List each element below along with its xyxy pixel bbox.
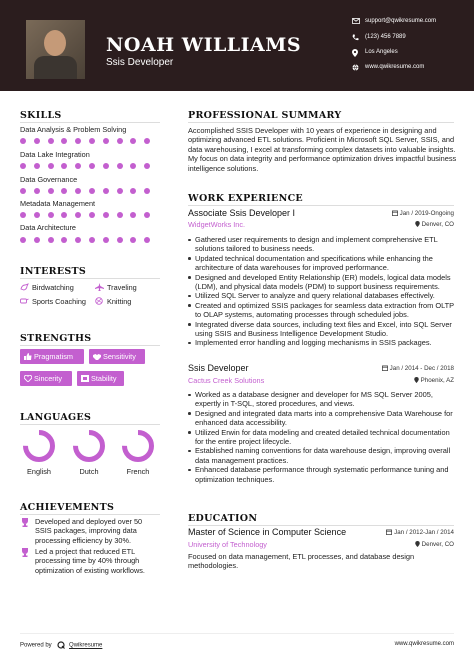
trophy-icon (20, 518, 30, 527)
skill-dot (89, 188, 95, 194)
language-label: English (27, 467, 51, 476)
skill-dot (103, 138, 109, 144)
education-text: Focused on data management, ETL processes, and database design methodologies. (188, 552, 415, 571)
skill-dot (144, 237, 150, 243)
bullet-item: Designed and integrated data marts into a comprehensive Data Warehouse for enhanced data accessibility. (188, 409, 458, 428)
company-name: WidgetWorks Inc. (188, 220, 246, 229)
strength-tag: Sensitivity (89, 349, 145, 364)
job-dates: Jan / 2019-Ongoing (392, 210, 454, 217)
strength-tag: Sincerity (20, 371, 72, 386)
strengths-heading: STRENGTHS (20, 333, 92, 344)
header-banner (0, 0, 474, 91)
skill-dot (48, 212, 54, 218)
skill-dot (117, 237, 123, 243)
skills-heading: SKILLS (20, 110, 62, 121)
bullet-item: Created and optimized SSIS packages for seamless data extraction from OLTP to OLAP systems, automating processes through scheduled jobs. (188, 301, 458, 320)
skill-dot (103, 212, 109, 218)
skill-dot (144, 188, 150, 194)
job-bullets (188, 390, 458, 484)
language-label: French (126, 467, 150, 476)
interests-divider (20, 278, 160, 279)
skill-dot (103, 237, 109, 243)
bird-icon (20, 283, 29, 291)
company-name: Cactus Creek Solutions (188, 376, 265, 385)
calendar-icon (392, 210, 398, 216)
bullet-item: Worked as a database designer and developer for MS SQL Server 2005, expertly in T-SQL, stored procedures, and views. (188, 390, 458, 409)
skill-dot (20, 237, 26, 243)
achievement-item: Developed and deployed over 50 SSIS packages, improving data processing efficiency by 30%. (35, 517, 143, 545)
whistle-icon (20, 297, 29, 305)
strength-tag: Stability (77, 371, 124, 386)
strength-tag: Pragmatism (20, 349, 84, 364)
education-divider (188, 525, 454, 526)
bullet-item: Designed and developed Entity Relationship (ER) models, logical data models (LDM), and physical data models (PDM) to support business requirements. (188, 273, 458, 292)
job-title: Ssis Developer (188, 363, 249, 373)
skill-dot (61, 163, 67, 169)
skill-dot (75, 212, 81, 218)
job-location: Phoenix, AZ (414, 377, 454, 384)
job-dates: Jan / 2014 - Dec / 2018 (382, 365, 454, 372)
location-pin-icon (352, 49, 358, 57)
skill-dot (130, 237, 136, 243)
skill-dot (89, 212, 95, 218)
website-text: www.qwikresume.com (365, 64, 425, 70)
job-location: Denver, CO (415, 221, 454, 228)
email-text: support@qwikresume.com (365, 18, 437, 24)
school-name: University of Technology (188, 540, 267, 549)
thumbs-up-icon (24, 353, 32, 360)
candidate-title: Ssis Developer (106, 57, 174, 68)
experience-divider (188, 205, 454, 206)
skill-dot (144, 212, 150, 218)
skill-dot (20, 138, 26, 144)
skill-dot (130, 163, 136, 169)
heart-icon (24, 375, 32, 382)
degree-title: Master of Science in Computer Science (188, 527, 347, 537)
skill-dot (48, 188, 54, 194)
bullet-item: Utilized SQL Server to analyze and query relational databases effectively. (188, 291, 458, 300)
skill-dot (34, 237, 40, 243)
education-dates: Jan / 2012-Jan / 2014 (386, 529, 454, 536)
skill-dot (20, 188, 26, 194)
summary-divider (188, 122, 454, 123)
bullet-item: Established naming conventions for data warehouse design, improving overall data management practices. (188, 446, 458, 465)
skill-dot (20, 212, 26, 218)
calendar-icon (382, 365, 388, 371)
skill-dot (34, 163, 40, 169)
skill-dot (117, 188, 123, 194)
language-level-ring (22, 429, 56, 463)
skill-label: Data Analysis & Problem Solving (20, 125, 127, 134)
phone-icon (352, 34, 359, 41)
skill-dot (117, 138, 123, 144)
education-location: Denver, CO (415, 541, 454, 548)
qwikresume-logo-icon (57, 641, 65, 649)
profile-photo (26, 20, 85, 79)
skill-dot (144, 163, 150, 169)
location-pin-icon (415, 541, 420, 547)
bullet-item: Gathered user requirements to design and implement comprehensive ETL solutions tailored to business needs. (188, 235, 458, 254)
job-title: Associate Ssis Developer I (188, 208, 296, 218)
footer-brand[interactable]: Qwikresume (69, 642, 103, 649)
email-icon (352, 18, 360, 24)
bullet-item: Updated technical documentation and specifications while enhancing the architecture of data warehouses for improved performance. (188, 254, 458, 273)
skill-dot (61, 188, 67, 194)
skill-dot (48, 138, 54, 144)
globe-icon (352, 64, 359, 71)
skill-dot (34, 138, 40, 144)
language-level-ring (72, 429, 106, 463)
balance-icon (81, 375, 89, 382)
achievement-item: Led a project that reduced ETL processing time by 40% through optimization of existing workflows. (35, 547, 145, 575)
skill-dot (48, 237, 54, 243)
skill-dot (20, 163, 26, 169)
skill-dot (89, 237, 95, 243)
skill-dot (75, 188, 81, 194)
location-pin-icon (415, 221, 420, 227)
skill-dot (103, 188, 109, 194)
summary-text: Accomplished SSIS Developer with 10 years of experience in designing and optimizing advanced ETL solutions. Proficient in Microsoft SQL Server, SSIS, and data warehousing, I excel at transforming complex datasets into valuable insights. My focus on data integrity and performance optimization drives impactful business intelligence solutions. (188, 126, 457, 173)
footer-website[interactable]: www.qwikresume.com (394, 641, 454, 647)
skill-dot (61, 237, 67, 243)
skill-dot (117, 212, 123, 218)
experience-heading: WORK EXPERIENCE (188, 193, 303, 204)
calendar-icon (386, 529, 392, 535)
bullet-item: Integrated diverse data sources, including text files and Excel, into SQL Server using SSIS and Business Intelligence Development Studio. (188, 320, 458, 339)
plane-icon (95, 283, 104, 291)
footer-divider (20, 633, 454, 634)
skills-divider (20, 122, 160, 123)
location-text: Los Angeles (365, 49, 398, 55)
skill-dot (130, 188, 136, 194)
yarn-icon (95, 297, 104, 305)
skill-dot (75, 163, 81, 169)
languages-heading: LANGUAGES (20, 412, 92, 423)
candidate-name: NOAH WILLIAMS (106, 34, 302, 56)
skill-dot (103, 163, 109, 169)
skill-dot (89, 138, 95, 144)
bullet-item: Enhanced database performance through systematic performance tuning and optimization techniques. (188, 465, 458, 484)
skill-label: Data Lake Integration (20, 150, 90, 159)
achievements-divider (20, 514, 160, 515)
skill-label: Metadata Management (20, 199, 96, 208)
language-level-ring (121, 429, 155, 463)
skill-label: Data Governance (20, 175, 78, 184)
bullet-item: Implemented error handling and logging mechanisms in SSIS packages. (188, 338, 458, 347)
achievements-heading: ACHIEVEMENTS (20, 502, 115, 513)
skill-dot (89, 163, 95, 169)
handshake-icon (93, 353, 101, 360)
job-bullets (188, 235, 458, 348)
phone-text: (123) 456 7889 (365, 34, 406, 40)
strengths-divider (20, 345, 160, 346)
skill-dot (61, 138, 67, 144)
languages-divider (20, 424, 160, 425)
skill-dot (75, 138, 81, 144)
skill-dot (144, 138, 150, 144)
skill-dot (34, 212, 40, 218)
skill-label: Data Architecture (20, 223, 76, 232)
skill-dot (117, 163, 123, 169)
trophy-icon (20, 548, 30, 557)
skill-dot (130, 138, 136, 144)
skill-dot (34, 188, 40, 194)
language-label: Dutch (79, 467, 99, 476)
bullet-item: Utilized Erwin for data modeling and created detailed technical documentation for the entire project lifecycle. (188, 428, 458, 447)
summary-heading: PROFESSIONAL SUMMARY (188, 110, 342, 121)
education-heading: EDUCATION (188, 513, 258, 524)
location-pin-icon (414, 377, 419, 383)
skill-dot (130, 212, 136, 218)
footer-powered-by: Powered by Qwikresume (20, 642, 103, 649)
skill-dot (48, 163, 54, 169)
skill-dot (75, 237, 81, 243)
interests-heading: INTERESTS (20, 266, 87, 277)
skill-dot (61, 212, 67, 218)
